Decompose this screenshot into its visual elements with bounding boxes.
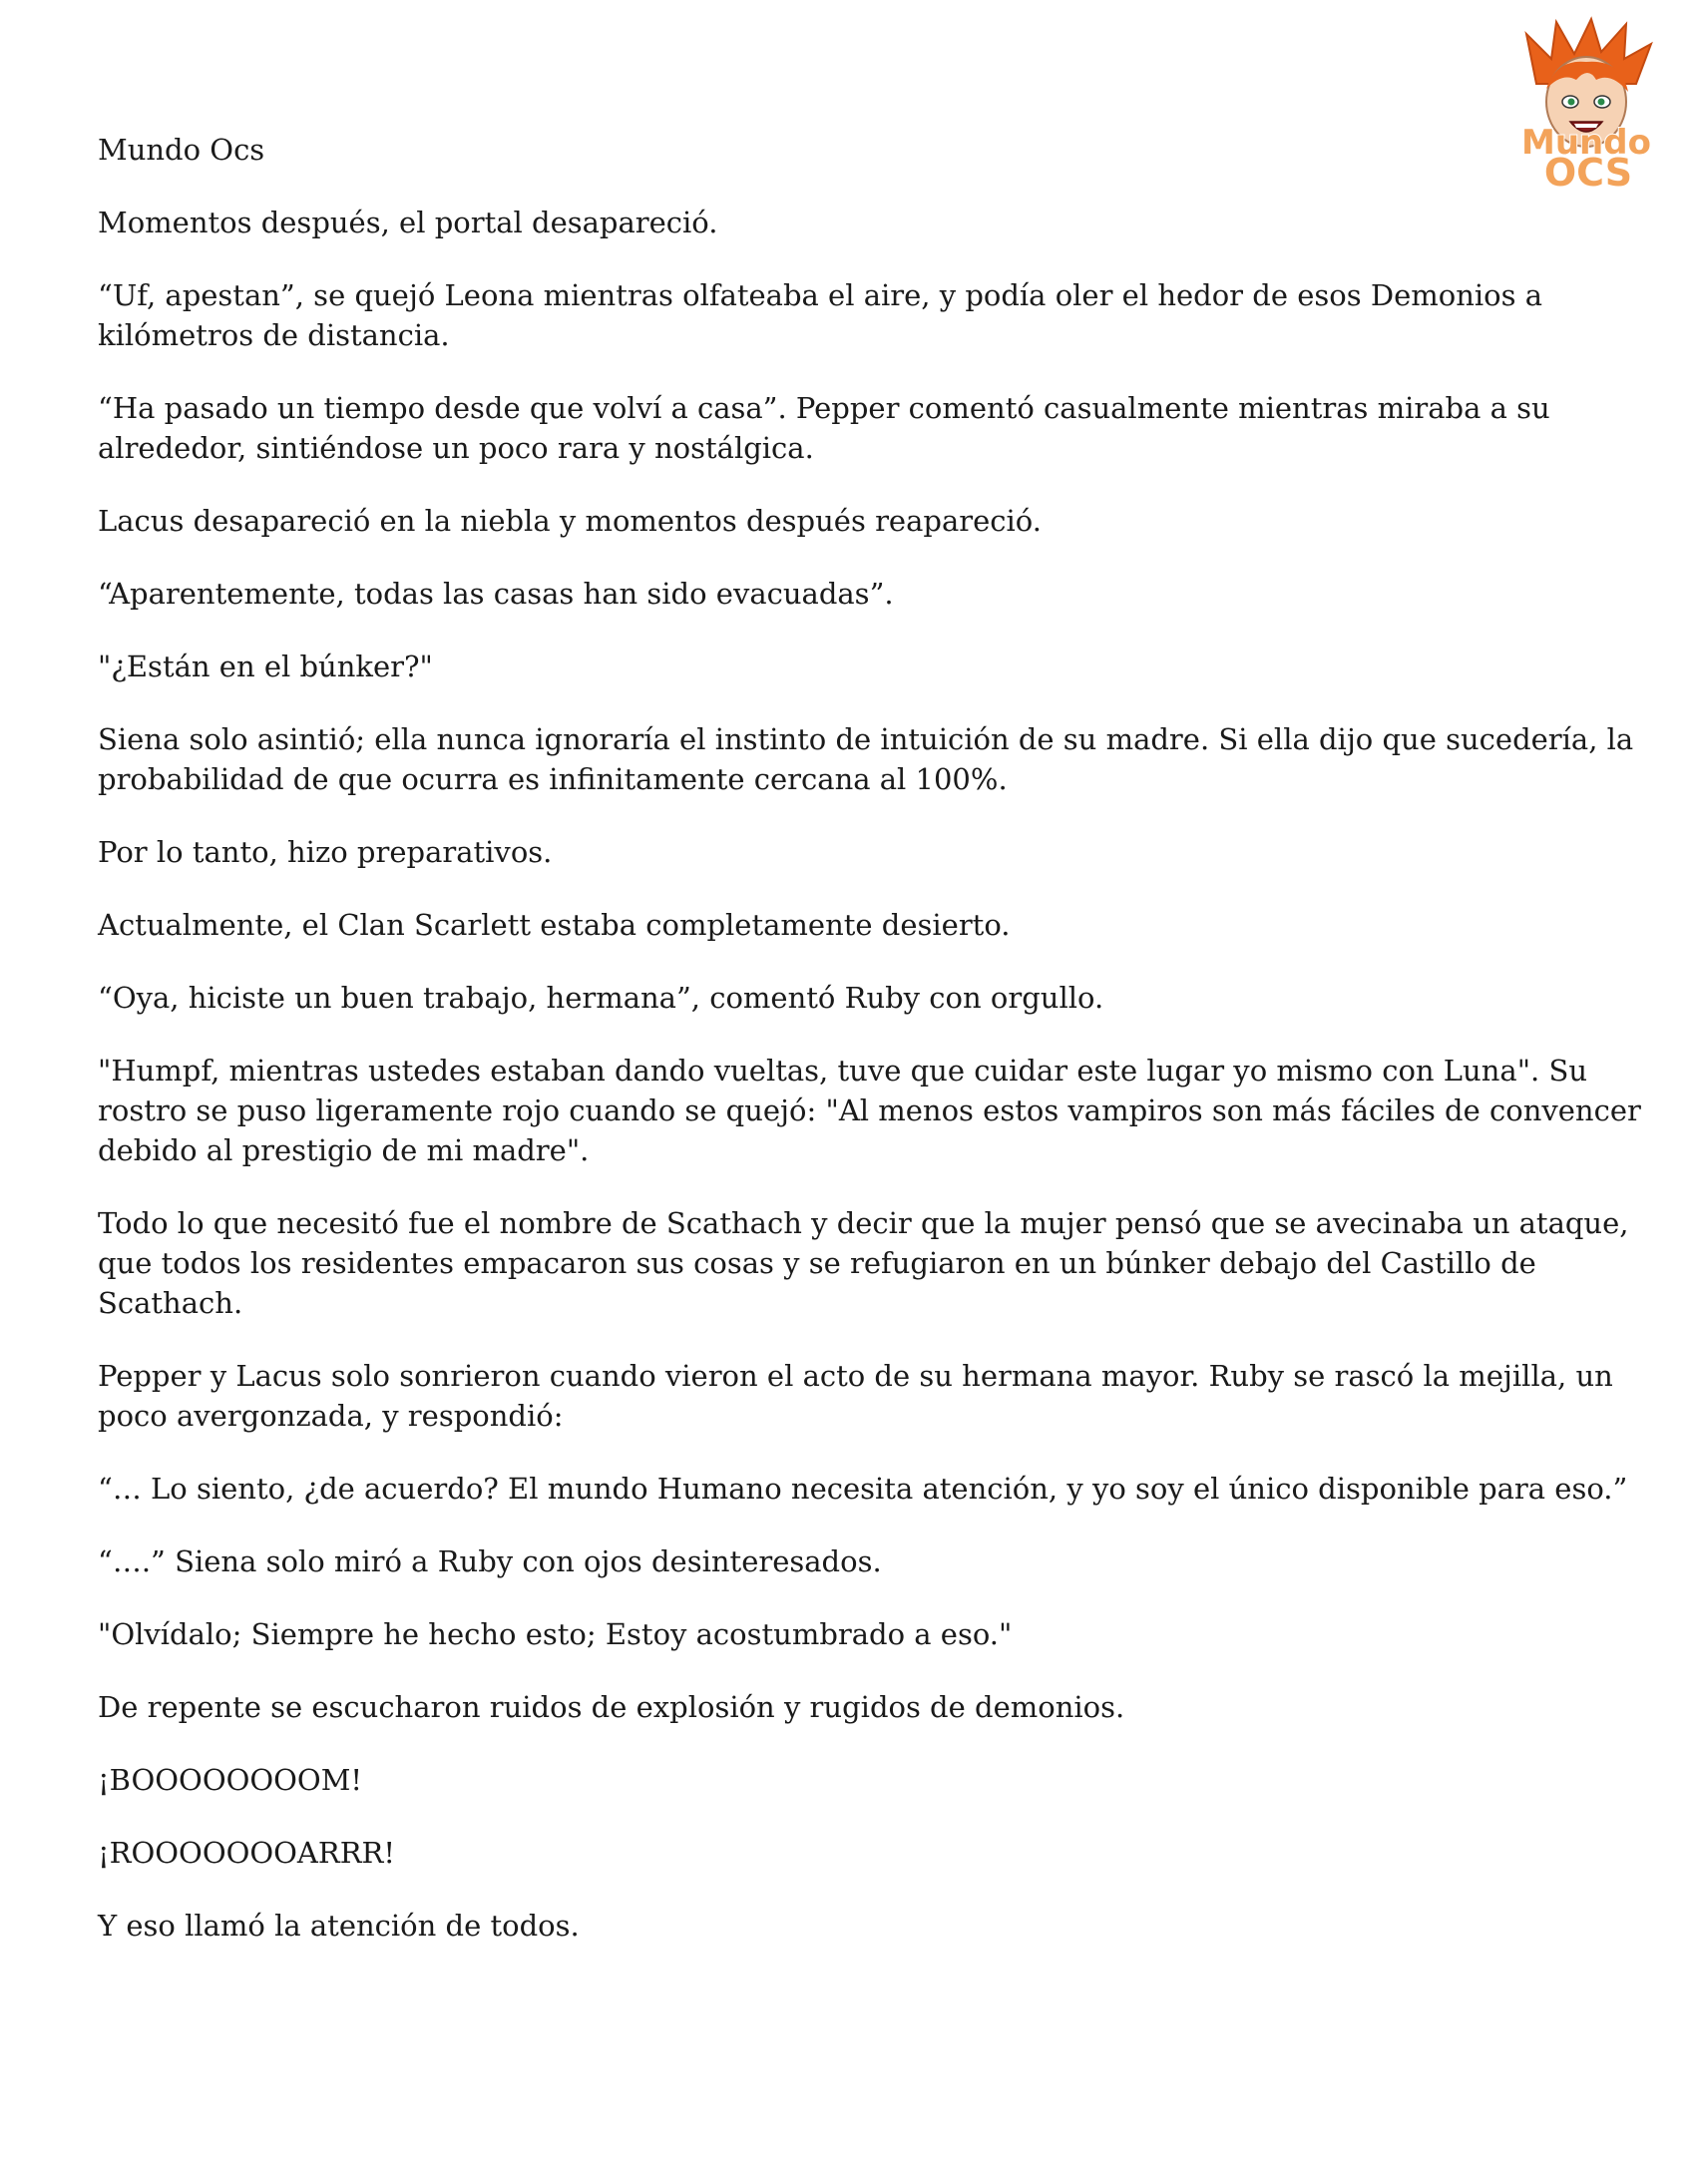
paragraph: Actualmente, el Clan Scarlett estaba completamente desierto. — [98, 908, 1011, 942]
paragraph: Lacus desapareció en la niebla y momentos después reapareció. — [98, 504, 1042, 538]
paragraph: “….” Siena solo miró a Ruby con ojos desinteresados. — [98, 1544, 882, 1578]
paragraph: “Ha pasado un tiempo desde que volví a casa”. Pepper comentó casualmente mientras miraba a su alrededor, sintiéndose un poco rara y nostálgica. — [98, 391, 1550, 465]
paragraph: Siena solo asintió; ella nunca ignoraría el instinto de intuición de su madre. Si ella dijo que sucedería, la probabilidad de que ocurra es infinitamente cercana al 100%. — [98, 722, 1634, 796]
paragraph: “Aparentemente, todas las casas han sido evacuadas”. — [98, 577, 894, 611]
logo-text-ocs: OCS — [1543, 151, 1633, 192]
paragraph: Pepper y Lacus solo sonrieron cuando vieron el acto de su hermana mayor. Ruby se rascó la mejilla, un poco avergonzada, y respondió: — [98, 1359, 1613, 1433]
paragraph: “Oya, hiciste un buen trabajo, hermana”, comentó Ruby con orgullo. — [98, 981, 1104, 1015]
paragraph: Momentos después, el portal desapareció. — [98, 206, 718, 239]
paragraph: “Uf, apestan”, se quejó Leona mientras olfateaba el aire, y podía oler el hedor de esos Demonios a kilómetros de distancia. — [98, 278, 1542, 352]
paragraph: "¿Están en el búnker?" — [98, 650, 433, 683]
paragraph: "Olvídalo; Siempre he hecho esto; Estoy acostumbrado a eso." — [98, 1617, 1013, 1651]
paragraph: Y eso llamó la atención de todos. — [98, 1909, 580, 1943]
paragraph: “… Lo siento, ¿de acuerdo? El mundo Humano necesita atención, y yo soy el único disponible para eso.” — [98, 1472, 1628, 1506]
paragraph: ¡ROOOOOOOARRR! — [98, 1836, 396, 1870]
paragraph: Todo lo que necesitó fue el nombre de Scathach y decir que la mujer pensó que se avecinaba un ataque, que todos los residentes empacaron sus cosas y se refugiaron en un búnker debajo del Castillo de Scathach. — [98, 1206, 1629, 1320]
paragraph: De repente se escucharon ruidos de explosión y rugidos de demonios. — [98, 1690, 1125, 1724]
document-header: Mundo Ocs — [98, 133, 265, 167]
document-body — [98, 130, 1644, 1978]
paragraph: Por lo tanto, hizo preparativos. — [98, 835, 553, 869]
paragraph: ¡BOOOOOOOOM! — [98, 1763, 363, 1797]
logo-text-mundo: Mundo — [1521, 123, 1651, 163]
paragraph: "Humpf, mientras ustedes estaban dando vueltas, tuve que cuidar este lugar yo mismo con Luna". Su rostro se puso ligeramente rojo cuando se quejó: "Al menos estos vampiros son más fáciles de convencer debido al prestigio de mi madre". — [98, 1054, 1641, 1167]
